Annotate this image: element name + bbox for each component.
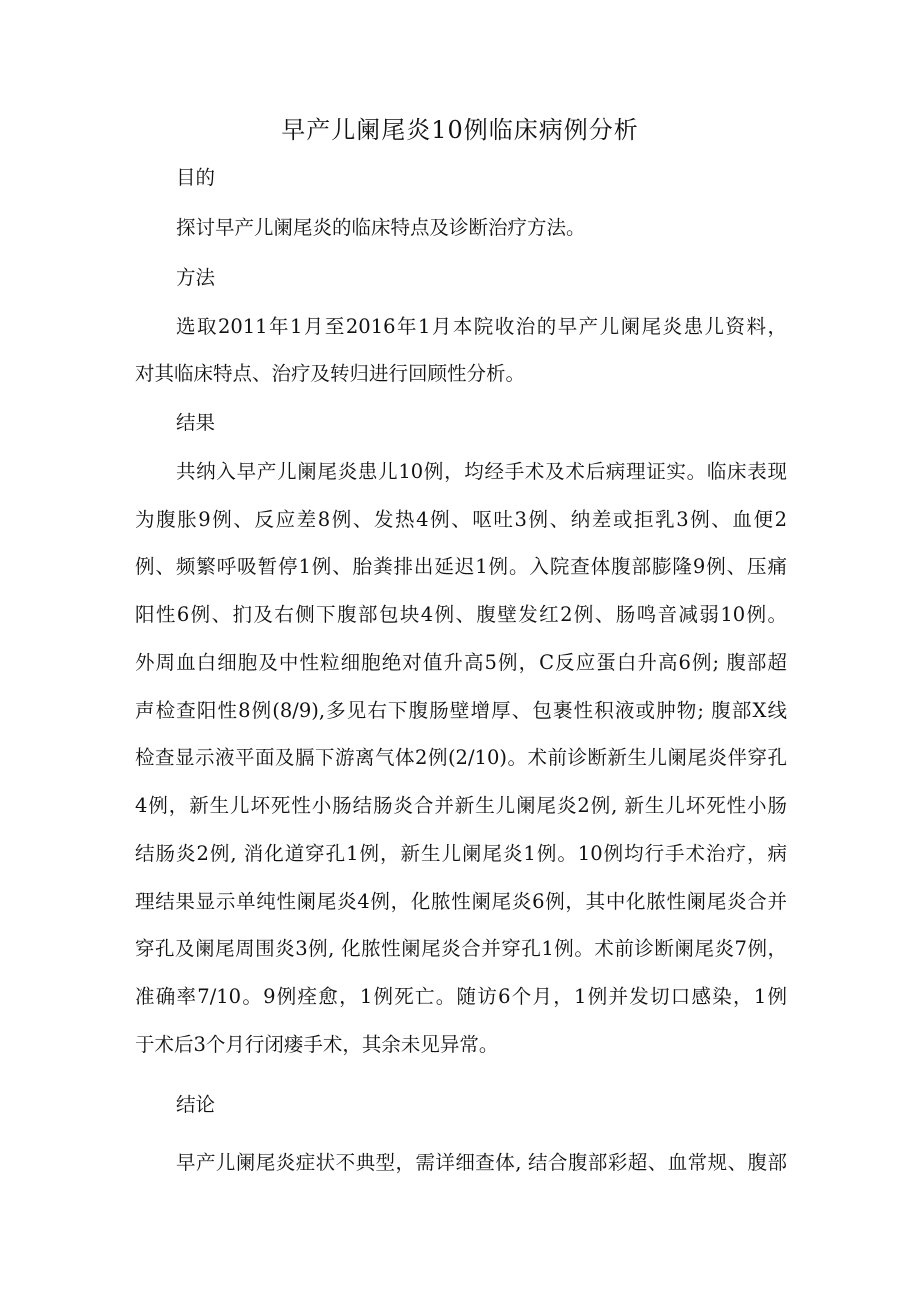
result-line-2: 为腹胀9例、反应差8例、发热4例、呕吐3例、纳差或拒乳3例、血便2 [135,508,787,531]
result-line-5: 外周血白细胞及中性粒细胞绝对值升高5例，C反应蛋白升高6例; 腹部超 [135,651,787,674]
result-line-3: 例、频繁呼吸暂停1例、胎粪排出延迟1例。入院查体腹部膨隆9例、压痛 [135,555,787,578]
result-line-6: 声检查阳性8例(8/9),多见右下腹肠壁增厚、包裹性积液或肿物; 腹部X线 [135,699,787,722]
conclusion-line-1: 早产儿阑尾炎症状不典型，需详细查体, 结合腹部彩超、血常规、腹部 [176,1151,787,1174]
result-heading: 结果 [176,411,216,434]
result-line-4: 阳性6例、扪及右侧下腹部包块4例、腹壁发红2例、肠鸣音减弱10例。 [135,603,787,626]
result-line-11: 穿孔及阑尾周围炎3例, 化脓性阑尾炎合并穿孔1例。术前诊断阑尾炎7例， [135,937,787,960]
objective-text: 探讨早产儿阑尾炎的临床特点及诊断治疗方法。 [176,216,586,239]
result-line-13: 于术后3个月行闭瘘手术，其余未见异常。 [135,1033,499,1056]
result-line-9: 结肠炎2例, 消化道穿孔1例，新生儿阑尾炎1例。10例均行手术治疗，病 [135,842,787,865]
result-line-8: 4例，新生儿坏死性小肠结肠炎合并新生儿阑尾炎2例, 新生儿坏死性小肠 [135,794,787,817]
method-heading: 方法 [176,266,216,289]
document-title: 早产儿阑尾炎10例临床病例分析 [281,116,639,144]
objective-heading: 目的 [176,166,216,189]
conclusion-heading: 结论 [176,1093,216,1116]
result-line-7: 检查显示液平面及膈下游离气体2例(2/10)。术前诊断新生儿阑尾炎伴穿孔 [135,746,787,769]
method-line-1: 选取2011年1月至2016年1月本院收治的早产儿阑尾炎患儿资料， [176,315,787,338]
result-line-1: 共纳入早产儿阑尾炎患儿10例，均经手术及术后病理证实。临床表现 [176,460,787,483]
result-line-12: 准确率7/10。9例痊愈，1例死亡。随访6个月，1例并发切口感染，1例 [135,985,787,1008]
method-line-2: 对其临床特点、治疗及转归进行回顾性分析。 [135,362,526,385]
result-line-10: 理结果显示单纯性阑尾炎4例，化脓性阑尾炎6例，其中化脓性阑尾炎合并 [135,890,787,913]
